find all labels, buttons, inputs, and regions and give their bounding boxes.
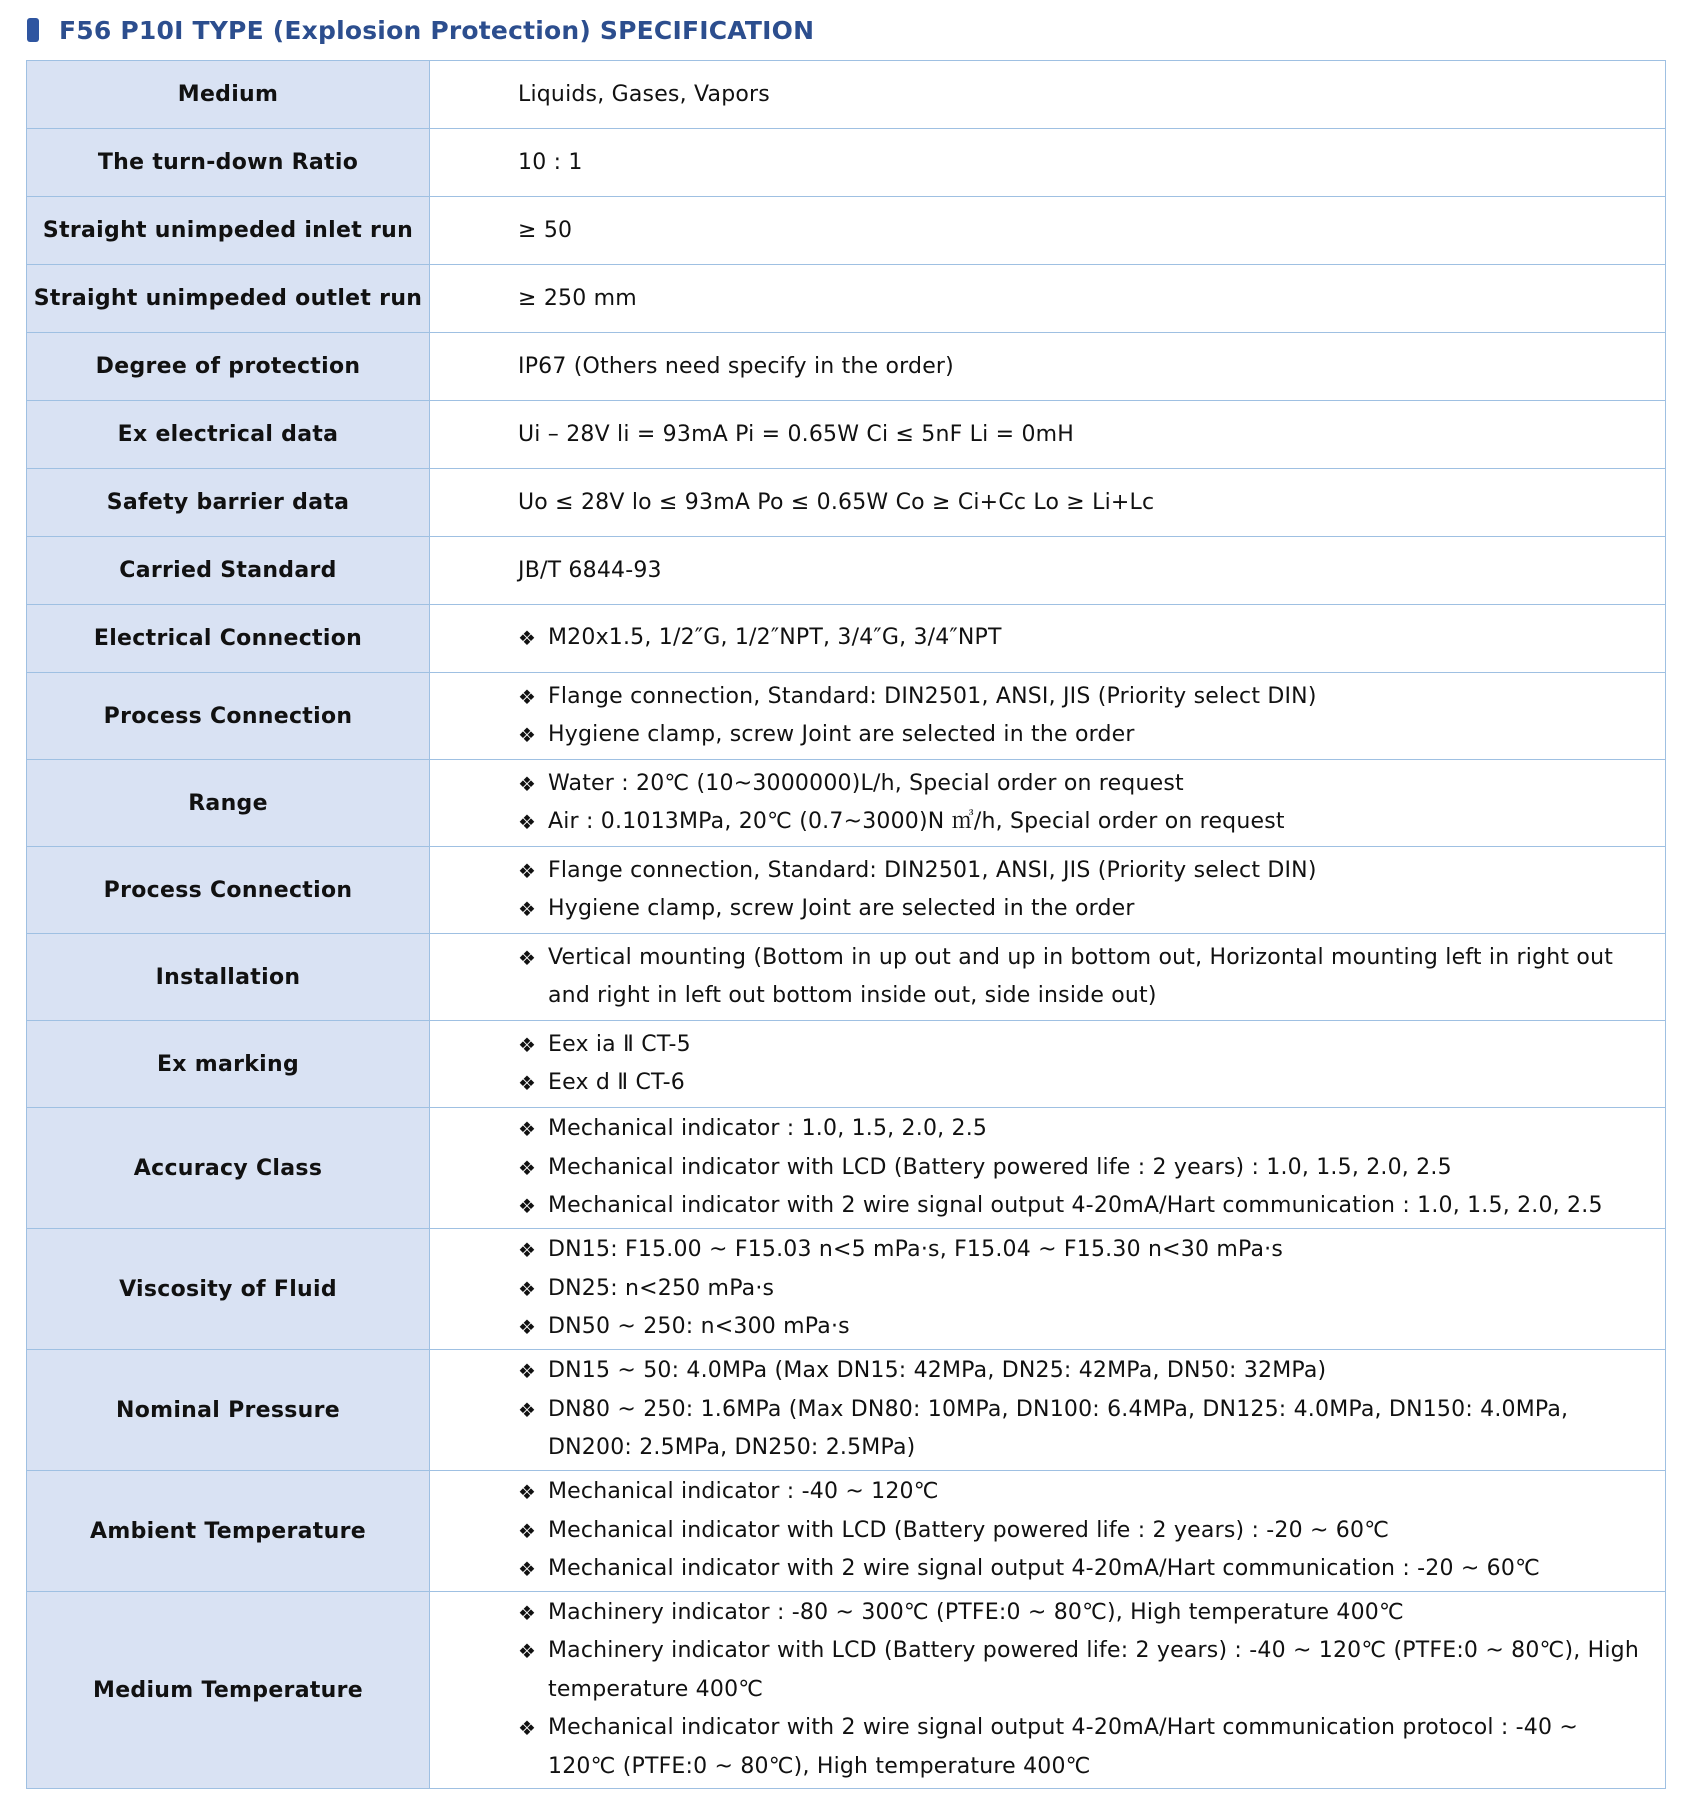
- table-row: [27, 129, 1666, 197]
- list-item: [518, 1512, 1645, 1551]
- diamond-bullet-icon: ❖: [518, 771, 537, 796]
- title-marker-icon: [27, 18, 39, 42]
- list-item: [518, 1231, 1645, 1270]
- list-item: [518, 1391, 1645, 1468]
- list-item: [518, 1308, 1645, 1347]
- row-value-cell: [430, 847, 1666, 934]
- list-item-text: DN15 ~ 50: 4.0MPa (Max DN15: 42MPa, DN25: 42MPa, DN50: 32MPa): [548, 1358, 1327, 1384]
- list-item-text: Mechanical indicator : -40 ~ 120℃: [548, 1479, 939, 1505]
- row-value-cell: [430, 1350, 1666, 1471]
- list-item-text: DN50 ~ 250: n<300 mPa·s: [548, 1314, 850, 1340]
- table-row: [27, 673, 1666, 760]
- list-item: [518, 1270, 1645, 1309]
- row-value: Liquids, Gases, Vapors: [518, 82, 770, 107]
- row-value: Uo ≤ 28V lo ≤ 93mA Po ≤ 0.65W Co ≥ Ci+Cc Lo ≥ Li+Lc: [518, 490, 1155, 515]
- list-item: [518, 1352, 1645, 1391]
- row-label: Medium Temperature: [27, 1592, 430, 1789]
- page-title: F56 P10I TYPE (Explosion Protection) SPECIFICATION: [59, 15, 815, 45]
- row-label: Range: [27, 760, 430, 847]
- table-row: [27, 1350, 1666, 1471]
- diamond-bullet-icon: ❖: [518, 1194, 537, 1219]
- list-item: [518, 803, 1645, 842]
- table-row: [27, 934, 1666, 1021]
- list-item-text: Mechanical indicator with LCD (Battery powered life : 2 years) : 1.0, 1.5, 2.0, 2.5: [548, 1154, 1452, 1180]
- bullet-list: [518, 1473, 1645, 1589]
- row-value-cell: [430, 537, 1666, 605]
- list-item-text: DN15: F15.00 ~ F15.03 n<5 mPa·s, F15.04 ~ F15.30 n<30 mPa·s: [548, 1237, 1283, 1263]
- diamond-bullet-icon: ❖: [518, 1518, 537, 1543]
- list-item: [518, 1026, 1645, 1065]
- table-row: [27, 469, 1666, 537]
- list-item: [518, 765, 1645, 804]
- row-value-cell: [430, 1229, 1666, 1350]
- list-item: [518, 1632, 1645, 1709]
- row-value-cell: [430, 265, 1666, 333]
- row-value-cell: [430, 934, 1666, 1021]
- diamond-bullet-icon: ❖: [518, 1639, 537, 1664]
- list-item-text: Mechanical indicator with 2 wire signal output 4-20mA/Hart communication : 1.0, 1.5, 2.0, 2.5: [548, 1193, 1603, 1219]
- row-value-cell: [430, 129, 1666, 197]
- list-item: [518, 678, 1645, 717]
- bullet-list: [518, 765, 1645, 842]
- row-value-cell: [430, 469, 1666, 537]
- bullet-list: [518, 1231, 1645, 1347]
- diamond-bullet-icon: ❖: [518, 1032, 537, 1057]
- row-label: Process Connection: [27, 673, 430, 760]
- list-item-text: Air : 0.1013MPa, 20℃ (0.7~3000)N ㎥/h, Special order on request: [548, 809, 1285, 834]
- diamond-bullet-icon: ❖: [518, 1315, 537, 1340]
- row-label: Ambient Temperature: [27, 1471, 430, 1592]
- list-item-text: Mechanical indicator with 2 wire signal output 4-20mA/Hart communication : -20 ~ 60℃: [548, 1556, 1540, 1582]
- diamond-bullet-icon: ❖: [518, 1397, 537, 1422]
- list-item-text: Eex d Ⅱ CT-6: [548, 1070, 685, 1095]
- table-row: [27, 1021, 1666, 1108]
- row-value-cell: [430, 760, 1666, 847]
- table-row: [27, 537, 1666, 605]
- table-row: [27, 605, 1666, 673]
- list-item: [518, 1550, 1645, 1589]
- list-item: [518, 1709, 1645, 1786]
- table-row: [27, 265, 1666, 333]
- row-value-cell: [430, 197, 1666, 265]
- row-value-cell: [430, 1021, 1666, 1108]
- row-label: Accuracy Class: [27, 1108, 430, 1229]
- diamond-bullet-icon: ❖: [518, 897, 537, 921]
- table-row: [27, 760, 1666, 847]
- diamond-bullet-icon: ❖: [518, 1716, 537, 1741]
- bullet-list: [518, 619, 1645, 658]
- list-item-text: Machinery indicator : -80 ~ 300℃ (PTFE:0 ~ 80℃), High temperature 400℃: [548, 1599, 1404, 1625]
- diamond-bullet-icon: ❖: [518, 1600, 537, 1625]
- row-value-cell: [430, 61, 1666, 129]
- row-label: Ex electrical data: [27, 401, 430, 469]
- list-item-text: Flange connection, Standard: DIN2501, ANSI, JIS (Priority select DIN): [548, 683, 1317, 709]
- list-item-text: Hygiene clamp, screw Joint are selected in the order: [548, 722, 1135, 747]
- bullet-list: [518, 1594, 1645, 1787]
- list-item: [518, 1110, 1645, 1149]
- table-row: [27, 1592, 1666, 1789]
- row-label: Medium: [27, 61, 430, 129]
- row-value: ≥ 250 mm: [518, 286, 637, 311]
- table-row: [27, 1108, 1666, 1229]
- table-row: [27, 401, 1666, 469]
- row-label: Installation: [27, 934, 430, 1021]
- diamond-bullet-icon: ❖: [518, 1238, 537, 1263]
- list-item-text: Water : 20℃ (10~3000000)L/h, Special order on request: [548, 770, 1184, 796]
- bullet-list: [518, 852, 1645, 929]
- diamond-bullet-icon: ❖: [518, 626, 537, 651]
- list-item-text: DN80 ~ 250: 1.6MPa (Max DN80: 10MPa, DN100: 6.4MPa, DN125: 4.0MPa, DN150: 4.0MPa, DN200: 2.5MPa, DN250: 2.5MPa): [548, 1396, 1569, 1461]
- row-label: Degree of protection: [27, 333, 430, 401]
- table-row: [27, 333, 1666, 401]
- list-item: [518, 890, 1645, 929]
- row-value: 10 : 1: [518, 150, 583, 175]
- diamond-bullet-icon: ❖: [518, 1276, 537, 1301]
- diamond-bullet-icon: ❖: [518, 945, 537, 970]
- bullet-list: [518, 1026, 1645, 1103]
- list-item-text: DN25: n<250 mPa·s: [548, 1275, 775, 1301]
- table-row: [27, 197, 1666, 265]
- row-label: Nominal Pressure: [27, 1350, 430, 1471]
- table-row: [27, 61, 1666, 129]
- row-value-cell: [430, 1471, 1666, 1592]
- diamond-bullet-icon: ❖: [518, 1557, 537, 1582]
- specification-table: [26, 60, 1666, 1789]
- table-row: [27, 1229, 1666, 1350]
- row-label: Electrical Connection: [27, 605, 430, 673]
- list-item: [518, 1187, 1645, 1226]
- diamond-bullet-icon: ❖: [518, 723, 537, 747]
- row-value-cell: [430, 1108, 1666, 1229]
- row-value: IP67 (Others need specify in the order): [518, 354, 954, 379]
- list-item: [518, 939, 1645, 1016]
- list-item-text: Mechanical indicator with LCD (Battery powered life : 2 years) : -20 ~ 60℃: [548, 1517, 1390, 1543]
- diamond-bullet-icon: ❖: [518, 684, 537, 709]
- row-value-cell: [430, 605, 1666, 673]
- list-item-text: Flange connection, Standard: DIN2501, ANSI, JIS (Priority select DIN): [548, 857, 1317, 883]
- row-label: The turn-down Ratio: [27, 129, 430, 197]
- row-value-cell: [430, 673, 1666, 760]
- diamond-bullet-icon: ❖: [518, 858, 537, 883]
- diamond-bullet-icon: ❖: [518, 1480, 537, 1505]
- list-item-text: Mechanical indicator : 1.0, 1.5, 2.0, 2.5: [548, 1116, 988, 1142]
- row-label: Carried Standard: [27, 537, 430, 605]
- bullet-list: [518, 1110, 1645, 1226]
- diamond-bullet-icon: ❖: [518, 1071, 537, 1095]
- list-item: [518, 1064, 1645, 1103]
- table-row: [27, 847, 1666, 934]
- row-value-cell: [430, 1592, 1666, 1789]
- diamond-bullet-icon: ❖: [518, 1359, 537, 1384]
- list-item-text: Mechanical indicator with 2 wire signal output 4-20mA/Hart communication protocol : -40 ~ 120℃ (PTFE:0 ~ 80℃), High temperature 400℃: [548, 1715, 1579, 1779]
- list-item: [518, 619, 1645, 658]
- list-item-text: Hygiene clamp, screw Joint are selected in the order: [548, 896, 1135, 921]
- row-label: Ex marking: [27, 1021, 430, 1108]
- table-row: [27, 1471, 1666, 1592]
- row-label: Process Connection: [27, 847, 430, 934]
- row-label: Straight unimpeded inlet run: [27, 197, 430, 265]
- list-item: [518, 1594, 1645, 1633]
- list-item-text: M20x1.5, 1/2″G, 1/2″NPT, 3/4″G, 3/4″NPT: [548, 625, 1002, 651]
- row-label: Straight unimpeded outlet run: [27, 265, 430, 333]
- diamond-bullet-icon: ❖: [518, 810, 537, 834]
- specification-table-body: [27, 61, 1666, 1789]
- diamond-bullet-icon: ❖: [518, 1117, 537, 1142]
- row-value: JB/T 6844-93: [518, 558, 662, 583]
- bullet-list: [518, 678, 1645, 755]
- row-value-cell: [430, 333, 1666, 401]
- spec-title: [27, 12, 814, 48]
- list-item: [518, 852, 1645, 891]
- row-label: Viscosity of Fluid: [27, 1229, 430, 1350]
- list-item-text: Eex ia Ⅱ CT-5: [548, 1031, 691, 1057]
- list-item: [518, 1149, 1645, 1188]
- list-item: [518, 1473, 1645, 1512]
- row-value: ≥ 50: [518, 218, 573, 243]
- row-label: Safety barrier data: [27, 469, 430, 537]
- list-item: [518, 716, 1645, 755]
- row-value-cell: [430, 401, 1666, 469]
- bullet-list: [518, 939, 1645, 1016]
- list-item-text: Vertical mounting (Bottom in up out and up in bottom out, Horizontal mounting left in right out and right in left out bottom inside out, side inside out): [548, 944, 1614, 1008]
- diamond-bullet-icon: ❖: [518, 1155, 537, 1180]
- list-item-text: Machinery indicator with LCD (Battery powered life: 2 years) : -40 ~ 120℃ (PTFE:0 ~ 80℃), High temperature 400℃: [548, 1638, 1639, 1702]
- row-value: Ui – 28V li = 93mA Pi = 0.65W Ci ≤ 5nF Li = 0mH: [518, 422, 1075, 447]
- bullet-list: [518, 1352, 1645, 1468]
